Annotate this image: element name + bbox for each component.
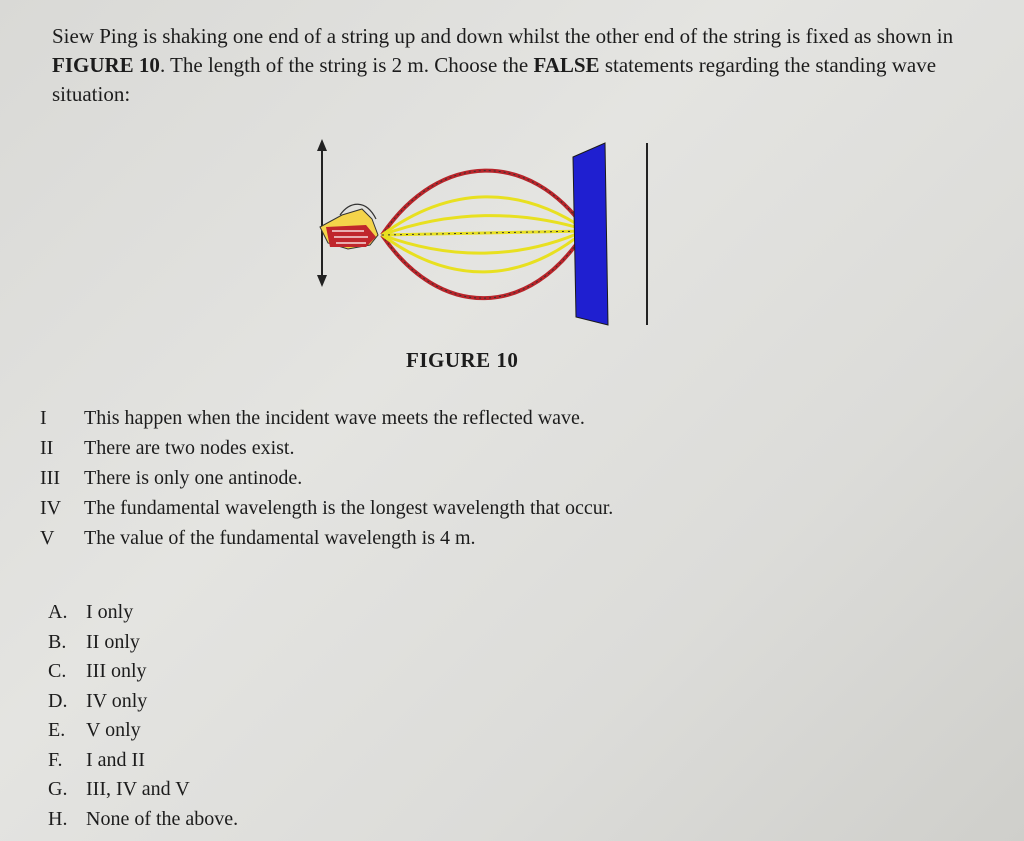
- up-down-arrow-icon: [317, 139, 327, 287]
- option-letter: C.: [48, 660, 67, 682]
- statement-text: This happen when the incident wave meets the reflected wave.: [84, 407, 585, 429]
- statement-text: The value of the fundamental wavelength is 4 m.: [84, 527, 476, 549]
- hand-icon: [320, 204, 378, 249]
- statement-item: [40, 433, 800, 463]
- question-figure-ref: FIGURE 10: [52, 53, 160, 77]
- option-text: V only: [86, 719, 141, 741]
- answer-option-a[interactable]: [48, 598, 448, 628]
- option-text: III, IV and V: [86, 778, 190, 800]
- option-text: IV only: [86, 689, 148, 712]
- question-text: [52, 22, 982, 109]
- question-part1: Siew Ping is shaking one end of a string up and down whilst the other end of the string is fixed as shown in: [52, 24, 954, 48]
- answer-option-g[interactable]: [48, 775, 448, 805]
- statement-text: The fundamental wavelength is the longest wavelength that occur.: [84, 497, 614, 519]
- option-letter: E.: [48, 719, 66, 741]
- option-letter: F.: [48, 748, 63, 771]
- statement-item: [40, 463, 800, 493]
- answer-option-f[interactable]: [48, 746, 448, 776]
- option-text: I only: [86, 601, 134, 623]
- option-letter: D.: [48, 689, 68, 712]
- figure-caption: FIGURE 10: [406, 348, 519, 372]
- statement-item: [40, 403, 800, 433]
- statement-list: [40, 403, 800, 553]
- statement-text: There is only one antinode.: [84, 467, 303, 489]
- fixed-wall-icon: [573, 143, 647, 325]
- option-text: III only: [86, 660, 147, 682]
- standing-wave-figure: [300, 135, 680, 335]
- statement-number: I: [40, 407, 47, 429]
- option-letter: A.: [48, 601, 68, 623]
- question-part3: statements regarding the standing wave situation:: [52, 53, 937, 106]
- statement-item: [40, 493, 800, 523]
- statement-text: There are two nodes exist.: [84, 437, 295, 459]
- option-text: I and II: [86, 748, 145, 771]
- question-part2: . The length of the string is 2 m. Choose the: [159, 53, 534, 77]
- statement-number: III: [40, 467, 60, 489]
- question-emphasis: FALSE: [533, 53, 600, 77]
- option-text: II only: [86, 630, 140, 653]
- answer-options: [48, 598, 448, 834]
- statement-number: V: [40, 527, 55, 549]
- statement-item: [40, 523, 800, 553]
- answer-option-c[interactable]: [48, 657, 448, 687]
- answer-option-h[interactable]: [48, 805, 448, 835]
- answer-option-e[interactable]: [48, 716, 448, 746]
- statement-number: II: [40, 437, 54, 459]
- statement-number: IV: [40, 497, 62, 519]
- option-text: None of the above.: [86, 807, 239, 830]
- answer-option-d[interactable]: [48, 687, 448, 717]
- option-letter: B.: [48, 630, 67, 653]
- answer-option-b[interactable]: [48, 628, 448, 658]
- option-letter: G.: [48, 778, 68, 800]
- inner-string-positions: [382, 197, 586, 272]
- option-letter: H.: [48, 807, 68, 830]
